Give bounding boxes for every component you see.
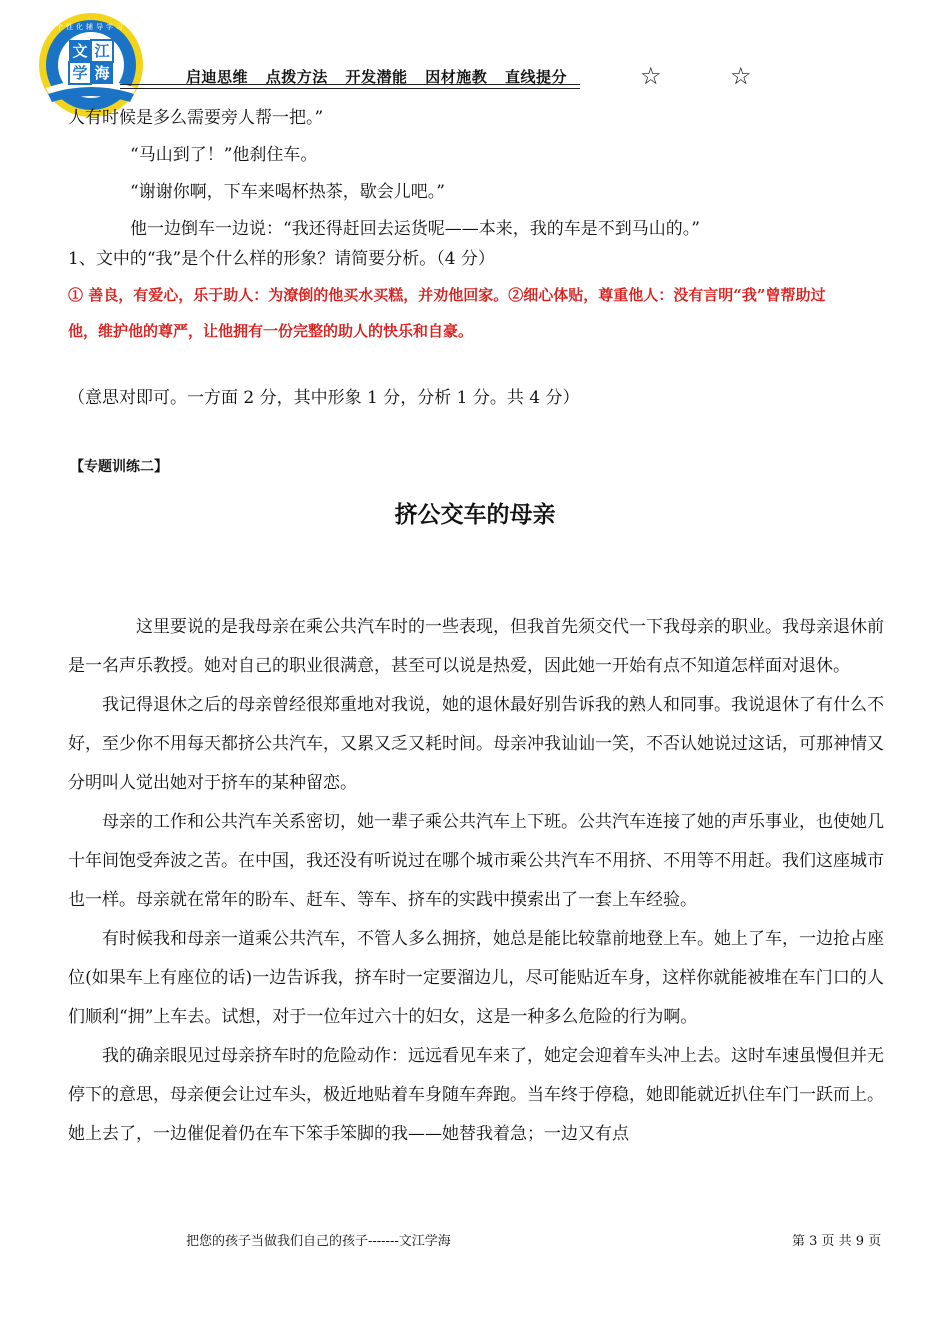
answer-line: 他，维护他的尊严，让他拥有一份完整的助人的快乐和自豪。 [68,322,474,340]
logo-char-3: 学 [72,64,88,82]
slogan-item: 直线提分 [505,68,568,86]
question: 1、文中的“我”是个什么样的形象？请简要分析。（4 分） [68,249,495,269]
logo-char-2: 江 [94,42,110,60]
star-icon: ☆ [730,62,752,90]
section-label: 【专题训练二】 [70,459,168,475]
header-slogan [186,66,579,87]
article-paragraph: 母亲的工作和公共汽车关系密切，她一辈子乘公共汽车上下班。公共汽车连接了她的声乐事业，也使她几十年间饱受奔波之苦。在中国，我还没有听说过在哪个城市乘公共汽车不用挤、不用等不用赶。我们这座城市也一样。母亲就在常年的盼车、赶车、等车、挤车的实践中摸索出了一套上车经验。 [68,812,884,910]
star-icon: ☆ [640,62,662,90]
footer-slogan: 把您的孩子当做我们自己的孩子-------文江学海 [186,1234,451,1249]
article-paragraph: 我记得退休之后的母亲曾经很郑重地对我说，她的退休最好别告诉我的熟人和同事。我说退休了有什么不好，至少你不用每天都挤公共汽车，又累又乏又耗时间。母亲冲我讪讪一笑，不否认她说过这话，可那神情又分明叫人觉出她对于挤车的某种留恋。 [68,695,884,793]
article-paragraph: 这里要说的是我母亲在乘公共汽车时的一些表现，但我首先须交代一下我母亲的职业。我母亲退休前是一名声乐教授。她对自己的职业很满意，甚至可以说是热爱，因此她一开始有点不知道怎样面对退休。 [68,617,884,676]
logo-ring-text: 个性化辅导学习 [56,23,126,31]
header-rule-bottom [120,88,580,89]
passage-line: “马山到了！”他刹住车。 [130,145,318,165]
logo-char-1: 文 [72,42,88,60]
article-paragraph: 我的确亲眼见过母亲挤车时的危险动作：远远看见车来了，她定会迎着车头冲上去。这时车速虽慢但并无停下的意思，母亲便会让过车头，极近地贴着车身随车奔跑。当车终于停稳，她即能就近扒住车门一跃而上。她上去了，一边催促着仍在车下笨手笨脚的我——她替我着急；一边又有点 [68,1046,884,1144]
logo-char-4: 海 [94,64,110,82]
answer-line: ① 善良，有爱心，乐于助人：为潦倒的他买水买糕，并劝他回家。②细心体贴，尊重他人：没有言明“我”曾帮助过 [68,286,826,304]
scoring-note: （意思对即可。一方面 2 分，其中形象 1 分，分析 1 分。共 4 分） [68,388,580,408]
slogan-item: 开发潜能 [345,68,408,86]
article-paragraph: 有时候我和母亲一道乘公共汽车，不管人多么拥挤，她总是能比较靠前地登上车。她上了车，一边抢占座位(如果车上有座位的话)一边告诉我，挤车时一定要溜边儿，尽可能贴近车身，这样你就能被堆在车门口的人们顺利“拥”上车去。试想，对于一位年过六十的妇女，这是一种多么危险的行为啊。 [68,929,884,1027]
article-body [68,608,884,1154]
page-number: 第 3 页 共 9 页 [792,1234,882,1249]
article-title: 挤公交车的母亲 [394,502,556,528]
slogan-item: 点拨方法 [265,68,328,86]
passage-line: 人有时候是多么需要旁人帮一把。” [68,108,324,128]
slogan-item: 启迪思维 [186,68,249,86]
slogan-item: 因材施教 [425,68,488,86]
passage-line: 他一边倒车一边说：“我还得赶回去运货呢——本来，我的车是不到马山的。” [130,219,700,239]
passage-line: “谢谢你啊，下车来喝杯热茶，歇会儿吧。” [130,182,445,202]
